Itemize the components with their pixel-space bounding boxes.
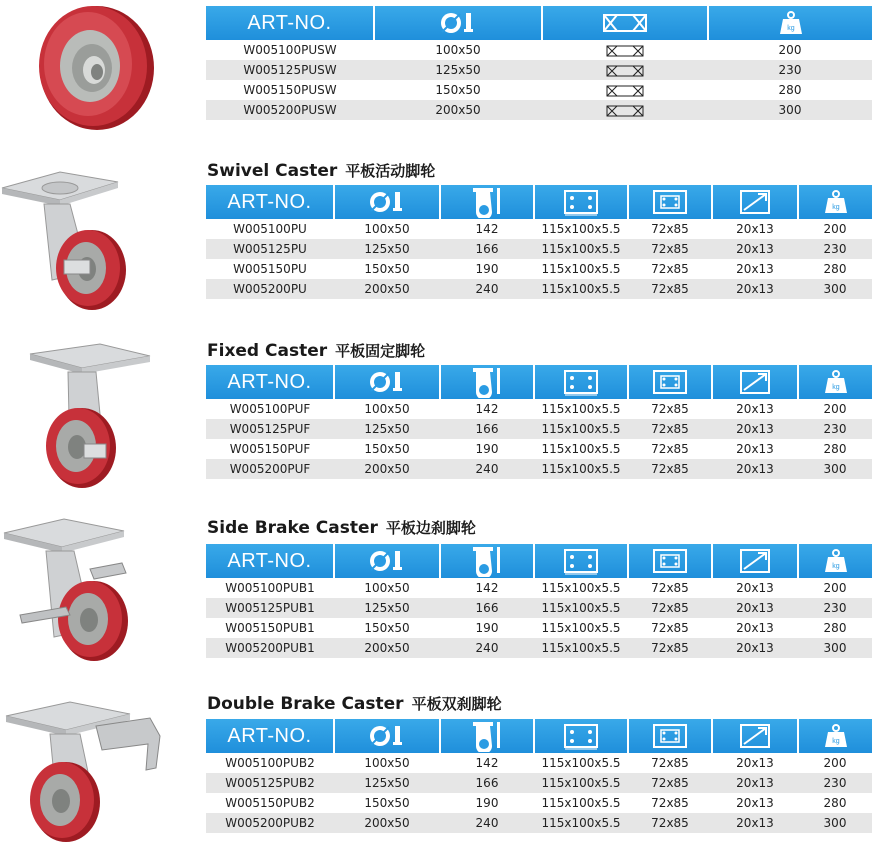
cell-load: 300 [708, 100, 872, 120]
cell-plate-size: 115x100x5.5 [541, 621, 621, 635]
wheel-size-icon [367, 722, 407, 750]
table-row [206, 773, 872, 793]
cell-wheel-size: 200x50 [334, 638, 440, 658]
hole-size-header [712, 365, 798, 399]
title-cn: 平板双刹脚轮 [411, 695, 502, 713]
top-plate-icon [562, 547, 600, 575]
cell-box-icon [542, 40, 708, 60]
cell-height: 142 [475, 581, 499, 595]
section-double-brake-caster [0, 688, 878, 848]
cell-plate-size: 115x100x5.5 [541, 262, 621, 276]
cell-wheel-size: 100x50 [364, 402, 410, 416]
table-row [206, 239, 872, 259]
cell-load: 200 [823, 222, 847, 236]
hole-size-icon [738, 547, 772, 575]
load-icon [823, 189, 849, 215]
load-header [798, 544, 872, 578]
table-header [206, 719, 872, 753]
cell-plate-size: 115x100x5.5 [534, 773, 628, 793]
cell-hole-size: 20x13 [712, 813, 798, 833]
title-cn: 平板边刹脚轮 [385, 519, 476, 537]
cell-bolt-spacing: 72x85 [628, 459, 712, 479]
cell-hole-size: 20x13 [712, 279, 798, 299]
wheel-size-header [334, 719, 440, 753]
cell-plate-size: 115x100x5.5 [534, 813, 628, 833]
cell-wheel-size: 125x50 [334, 419, 440, 439]
cell-hole-size: 20x13 [712, 239, 798, 259]
cell-bolt-spacing: 72x85 [628, 638, 712, 658]
cell-hole-size: 20x13 [712, 773, 798, 793]
hole-size-icon [738, 722, 772, 750]
art-no-header: ART-NO. [206, 185, 334, 219]
height-header [440, 544, 534, 578]
title-en: Swivel Caster [207, 161, 338, 181]
table-row [206, 793, 872, 813]
cell-load: 280 [823, 262, 847, 276]
cell-bolt-spacing: 72x85 [628, 279, 712, 299]
cell-art-no: W005125PUSW [206, 60, 374, 80]
cell-height: 190 [475, 442, 499, 456]
cell-hole-size: 20x13 [736, 262, 774, 276]
box-icon [606, 65, 644, 77]
cell-bolt-spacing: 72x85 [651, 262, 689, 276]
wheel-size-icon [367, 547, 407, 575]
svg-text:kg: kg [831, 738, 840, 745]
cell-plate-size: 115x100x5.5 [534, 239, 628, 259]
hole-size-icon [738, 368, 772, 396]
load-header [798, 719, 872, 753]
cell-load: 200 [823, 581, 847, 595]
cell-height: 240 [440, 638, 534, 658]
table-row [206, 399, 872, 419]
art-no-header: ART-NO. [206, 719, 334, 753]
cell-box-icon [542, 60, 708, 80]
cell-wheel-size: 150x50 [435, 83, 481, 97]
table-row [206, 459, 872, 479]
bolt-pattern-icon [651, 722, 689, 750]
table-row [206, 618, 872, 638]
cell-wheel-size: 100x50 [435, 43, 481, 57]
cell-art-no: W005200PUB2 [206, 813, 334, 833]
bolt-hole-header [628, 719, 712, 753]
cell-art-no: W005100PUSW [243, 43, 337, 57]
cell-load: 300 [798, 279, 872, 299]
cell-load: 280 [823, 796, 847, 810]
cell-load: 280 [823, 442, 847, 456]
cell-art-no: W005200PUSW [206, 100, 374, 120]
cell-art-no: W005150PU [233, 262, 307, 276]
table-row [206, 219, 872, 239]
table-header [206, 185, 872, 219]
title-cn: 平板活动脚轮 [345, 162, 436, 180]
top-plate-icon [562, 722, 600, 750]
fixed-caster-image [0, 332, 200, 492]
cell-bolt-spacing: 72x85 [651, 222, 689, 236]
cell-load: 200 [778, 43, 802, 57]
table-row [206, 279, 872, 299]
cell-hole-size: 20x13 [736, 402, 774, 416]
cell-wheel-size: 200x50 [334, 813, 440, 833]
cell-wheel-size: 200x50 [334, 459, 440, 479]
cell-box-icon [542, 80, 708, 100]
cell-hole-size: 20x13 [712, 419, 798, 439]
cell-load: 200 [823, 402, 847, 416]
cell-art-no: W005150PUF [229, 442, 311, 456]
table-header [206, 544, 872, 578]
plate-header [534, 719, 628, 753]
cell-load: 280 [778, 83, 802, 97]
cell-height: 240 [440, 279, 534, 299]
cell-wheel-size: 150x50 [364, 262, 410, 276]
load-header [798, 185, 872, 219]
table-row [206, 638, 872, 658]
table-row [206, 100, 872, 120]
cell-height: 190 [475, 796, 499, 810]
cell-height: 166 [440, 419, 534, 439]
cell-height: 240 [440, 459, 534, 479]
cell-height: 166 [440, 598, 534, 618]
table-header [206, 365, 872, 399]
cell-bolt-spacing: 72x85 [628, 773, 712, 793]
bolt-hole-header [628, 544, 712, 578]
cell-wheel-size: 125x50 [334, 773, 440, 793]
box-icon [606, 45, 644, 57]
cell-art-no: W005150PUB1 [225, 621, 315, 635]
cell-height: 190 [475, 262, 499, 276]
cell-plate-size: 115x100x5.5 [541, 581, 621, 595]
hole-size-header [712, 719, 798, 753]
table-row [206, 80, 872, 100]
section-title [207, 160, 435, 181]
cell-load: 300 [798, 459, 872, 479]
title-en: Side Brake Caster [207, 518, 378, 538]
cell-bolt-spacing: 72x85 [628, 419, 712, 439]
cell-art-no: W005125PUB1 [206, 598, 334, 618]
cell-hole-size: 20x13 [712, 638, 798, 658]
table-row [206, 60, 872, 80]
title-en: Double Brake Caster [207, 694, 404, 714]
table-body [206, 399, 872, 479]
cell-art-no: W005200PUF [206, 459, 334, 479]
cell-plate-size: 115x100x5.5 [541, 796, 621, 810]
caster-height-icon [470, 545, 504, 577]
side-brake-caster-image [0, 511, 200, 671]
cell-height: 240 [440, 813, 534, 833]
cell-art-no: W005100PUB1 [225, 581, 315, 595]
cell-bolt-spacing: 72x85 [651, 581, 689, 595]
cell-bolt-spacing: 72x85 [628, 239, 712, 259]
cell-art-no: W005200PUB1 [206, 638, 334, 658]
cell-wheel-size: 125x50 [334, 598, 440, 618]
cell-wheel-size: 200x50 [374, 100, 542, 120]
cell-load: 280 [823, 621, 847, 635]
box-icon [603, 12, 647, 34]
bolt-hole-header [628, 185, 712, 219]
spec-table [206, 6, 872, 120]
caster-height-icon [470, 720, 504, 752]
table-row [206, 259, 872, 279]
cell-load: 230 [798, 419, 872, 439]
wheel-size-header [334, 544, 440, 578]
hole-size-header [712, 544, 798, 578]
caster-height-icon [470, 366, 504, 398]
bolt-pattern-icon [651, 188, 689, 216]
height-header [440, 365, 534, 399]
cell-bolt-spacing: 72x85 [628, 598, 712, 618]
load-header [708, 6, 872, 40]
cell-plate-size: 115x100x5.5 [541, 442, 621, 456]
hole-size-icon [738, 188, 772, 216]
cell-load: 230 [798, 239, 872, 259]
cell-bolt-spacing: 72x85 [628, 813, 712, 833]
cell-art-no: W005150PUB2 [225, 796, 315, 810]
cell-art-no: W005150PUSW [243, 83, 337, 97]
plate-header [534, 365, 628, 399]
table-row [206, 813, 872, 833]
cell-wheel-size: 100x50 [364, 222, 410, 236]
section-title [207, 340, 425, 361]
cell-hole-size: 20x13 [736, 581, 774, 595]
cell-height: 166 [440, 239, 534, 259]
wheel-size-icon [367, 188, 407, 216]
cell-load: 300 [798, 813, 872, 833]
load-icon [778, 10, 804, 36]
cell-plate-size: 115x100x5.5 [541, 222, 621, 236]
cell-art-no: W005100PU [233, 222, 307, 236]
bolt-pattern-icon [651, 547, 689, 575]
double-brake-caster-image [0, 688, 200, 848]
cell-load: 230 [798, 598, 872, 618]
cell-hole-size: 20x13 [736, 621, 774, 635]
cell-art-no: W005100PUB2 [225, 756, 315, 770]
top-plate-icon [562, 188, 600, 216]
table-body [206, 578, 872, 658]
cell-height: 190 [475, 621, 499, 635]
cell-bolt-spacing: 72x85 [651, 442, 689, 456]
cell-plate-size: 115x100x5.5 [534, 279, 628, 299]
load-icon [823, 548, 849, 574]
cell-wheel-size: 150x50 [364, 621, 410, 635]
cell-bolt-spacing: 72x85 [651, 796, 689, 810]
hole-size-header [712, 185, 798, 219]
wheel-size-icon [367, 368, 407, 396]
table-row [206, 578, 872, 598]
section-title [207, 693, 502, 714]
spec-table [206, 719, 872, 833]
cell-hole-size: 20x13 [736, 442, 774, 456]
section-swivel-caster [0, 152, 878, 312]
section-side-brake-caster [0, 511, 878, 671]
cell-load: 230 [798, 773, 872, 793]
title-cn: 平板固定脚轮 [335, 342, 426, 360]
cell-box-icon [542, 100, 708, 120]
cell-plate-size: 115x100x5.5 [541, 756, 621, 770]
cell-wheel-size: 125x50 [374, 60, 542, 80]
caster-height-icon [470, 186, 504, 218]
top-plate-icon [562, 368, 600, 396]
load-icon [823, 723, 849, 749]
table-body [206, 219, 872, 299]
cell-hole-size: 20x13 [736, 756, 774, 770]
cell-load: 200 [823, 756, 847, 770]
cell-plate-size: 115x100x5.5 [534, 638, 628, 658]
box-icon [606, 105, 644, 117]
table-header [206, 6, 872, 40]
svg-text:kg: kg [786, 25, 795, 32]
wheel-size-icon [438, 9, 478, 37]
cell-wheel-size: 150x50 [364, 442, 410, 456]
title-en: Fixed Caster [207, 341, 328, 361]
bolt-pattern-icon [651, 368, 689, 396]
svg-text:kg: kg [831, 384, 840, 391]
table-row [206, 598, 872, 618]
cell-load: 300 [798, 638, 872, 658]
cell-art-no: W005100PUF [229, 402, 311, 416]
load-icon [823, 369, 849, 395]
cell-height: 142 [475, 402, 499, 416]
svg-text:kg: kg [831, 204, 840, 211]
cell-wheel-size: 150x50 [364, 796, 410, 810]
wheel-image [0, 0, 200, 140]
wheel-size-header [374, 6, 542, 40]
section-wheel [0, 0, 878, 140]
height-header [440, 719, 534, 753]
wheel-size-header [334, 185, 440, 219]
table-row [206, 753, 872, 773]
cell-wheel-size: 100x50 [364, 756, 410, 770]
spec-table [206, 185, 872, 299]
cell-art-no: W005125PUF [206, 419, 334, 439]
table-row [206, 419, 872, 439]
svg-text:kg: kg [831, 563, 840, 570]
table-row [206, 439, 872, 459]
section-fixed-caster [0, 332, 878, 492]
cell-wheel-size: 200x50 [334, 279, 440, 299]
cell-plate-size: 115x100x5.5 [534, 598, 628, 618]
table-body [206, 753, 872, 833]
spec-table [206, 365, 872, 479]
package-header [542, 6, 708, 40]
wheel-size-header [334, 365, 440, 399]
cell-plate-size: 115x100x5.5 [534, 459, 628, 479]
cell-height: 142 [475, 222, 499, 236]
table-row [206, 40, 872, 60]
cell-art-no: W005125PUB2 [206, 773, 334, 793]
bolt-hole-header [628, 365, 712, 399]
cell-bolt-spacing: 72x85 [651, 756, 689, 770]
cell-hole-size: 20x13 [712, 459, 798, 479]
art-no-header: ART-NO. [206, 6, 374, 40]
swivel-caster-image [0, 152, 200, 312]
cell-plate-size: 115x100x5.5 [534, 419, 628, 439]
section-title [207, 517, 476, 538]
cell-bolt-spacing: 72x85 [651, 621, 689, 635]
load-header [798, 365, 872, 399]
height-header [440, 185, 534, 219]
cell-wheel-size: 100x50 [364, 581, 410, 595]
plate-header [534, 544, 628, 578]
cell-hole-size: 20x13 [736, 222, 774, 236]
cell-height: 142 [475, 756, 499, 770]
plate-header [534, 185, 628, 219]
cell-plate-size: 115x100x5.5 [541, 402, 621, 416]
box-icon [606, 85, 644, 97]
art-no-header: ART-NO. [206, 544, 334, 578]
cell-load: 230 [708, 60, 872, 80]
cell-bolt-spacing: 72x85 [651, 402, 689, 416]
cell-height: 166 [440, 773, 534, 793]
cell-art-no: W005125PU [206, 239, 334, 259]
art-no-header: ART-NO. [206, 365, 334, 399]
cell-wheel-size: 125x50 [334, 239, 440, 259]
cell-hole-size: 20x13 [712, 598, 798, 618]
spec-table [206, 544, 872, 658]
cell-art-no: W005200PU [206, 279, 334, 299]
cell-hole-size: 20x13 [736, 796, 774, 810]
